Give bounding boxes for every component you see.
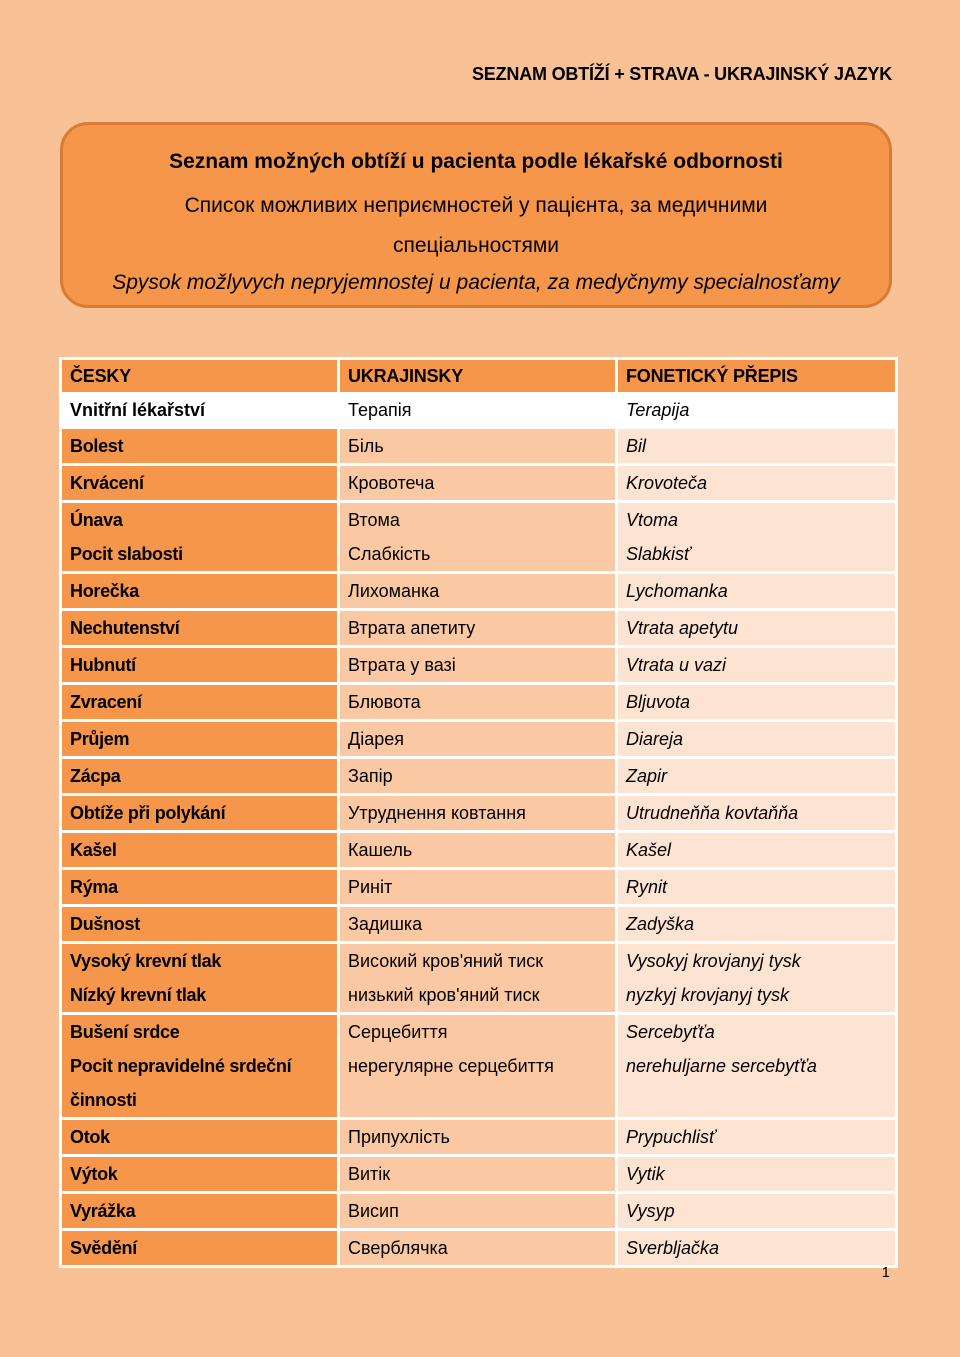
cell-ukrainian bbox=[339, 502, 617, 573]
cell-line: Утруднення ковтання bbox=[348, 803, 526, 823]
table-row bbox=[61, 1230, 897, 1267]
cell-ukrainian bbox=[339, 610, 617, 647]
cell-line: Rýma bbox=[70, 877, 118, 897]
page-number: 1 bbox=[881, 1264, 890, 1281]
cell-phonetic bbox=[617, 1156, 897, 1193]
cell-line: Pocit slabosti bbox=[70, 544, 183, 564]
cell-line: Horečka bbox=[70, 581, 139, 601]
cell-line: низький кров'яний тиск bbox=[348, 985, 540, 1005]
cell-line: Vysyp bbox=[626, 1201, 675, 1221]
cell-czech bbox=[61, 1156, 339, 1193]
cell-ukrainian bbox=[339, 684, 617, 721]
cell-phonetic bbox=[617, 1119, 897, 1156]
cell-line: Zadyška bbox=[626, 914, 695, 934]
cell-line: nyzkyj krovjanyj tysk bbox=[626, 985, 790, 1005]
cell-line: Кашель bbox=[348, 840, 413, 860]
cell-line: Prypuchlisť bbox=[626, 1127, 716, 1147]
cell-czech bbox=[61, 906, 339, 943]
cell-phonetic bbox=[617, 832, 897, 869]
cell-phonetic bbox=[617, 795, 897, 832]
cell-line: Vtrata u vazi bbox=[626, 655, 727, 675]
cell-line: Slabkisť bbox=[626, 544, 691, 564]
cell-czech bbox=[61, 832, 339, 869]
cell-ukrainian bbox=[339, 1230, 617, 1267]
column-header-czech: ČESKY bbox=[61, 359, 339, 394]
cell-line: Lychomanka bbox=[626, 581, 728, 601]
cell-line: Сверблячка bbox=[348, 1238, 448, 1258]
cell-phonetic bbox=[617, 573, 897, 610]
table-body bbox=[61, 394, 897, 1267]
cell-phonetic bbox=[617, 684, 897, 721]
cell-line: Kašel bbox=[626, 840, 672, 860]
cell-czech bbox=[61, 610, 339, 647]
cell-czech bbox=[61, 1119, 339, 1156]
cell-line: Výtok bbox=[70, 1164, 118, 1184]
cell-line: Svědění bbox=[70, 1238, 137, 1258]
cell-czech bbox=[61, 943, 339, 1014]
section-ukrainian: Терапія bbox=[339, 394, 617, 428]
cell-line: Задишка bbox=[348, 914, 423, 934]
title-phonetic: Spysok možlyvych nepryjemnostej u pacienta, za medyčnymy specialnosťamy bbox=[112, 271, 840, 294]
cell-line: Nízký krevní tlak bbox=[70, 985, 206, 1005]
cell-czech bbox=[61, 869, 339, 906]
cell-line: Kašel bbox=[70, 840, 117, 860]
cell-line: Витік bbox=[348, 1164, 391, 1184]
cell-line: нерегулярне серцебиття bbox=[348, 1056, 554, 1076]
table-row bbox=[61, 1156, 897, 1193]
cell-line: Vysokyj krovjanyj tysk bbox=[626, 951, 801, 971]
cell-line: Zvracení bbox=[70, 692, 142, 712]
cell-line: Біль bbox=[348, 436, 384, 456]
table-row bbox=[61, 869, 897, 906]
cell-czech bbox=[61, 647, 339, 684]
document-header: SEZNAM OBTÍŽÍ + STRAVA - UKRAJINSKÝ JAZYK bbox=[472, 64, 892, 84]
cell-ukrainian bbox=[339, 906, 617, 943]
cell-line: Průjem bbox=[70, 729, 130, 749]
table-row bbox=[61, 573, 897, 610]
cell-phonetic bbox=[617, 869, 897, 906]
table-row bbox=[61, 647, 897, 684]
cell-line: Pocit nepravidelné srdeční bbox=[70, 1056, 292, 1076]
cell-line: Krovoteča bbox=[626, 473, 708, 493]
table-row bbox=[61, 1014, 897, 1119]
table-row bbox=[61, 1193, 897, 1230]
cell-phonetic bbox=[617, 647, 897, 684]
cell-czech bbox=[61, 1014, 339, 1119]
cell-line: Високий кров'яний тиск bbox=[348, 951, 544, 971]
cell-ukrainian bbox=[339, 465, 617, 502]
cell-phonetic bbox=[617, 465, 897, 502]
cell-line: Серцебиття bbox=[348, 1022, 448, 1042]
table-row bbox=[61, 906, 897, 943]
cell-czech bbox=[61, 428, 339, 465]
title-ukrainian-line-2: спеціальностями bbox=[392, 234, 560, 257]
cell-czech bbox=[61, 1193, 339, 1230]
table-row bbox=[61, 795, 897, 832]
cell-line: Hubnutí bbox=[70, 655, 136, 675]
cell-ukrainian bbox=[339, 943, 617, 1014]
cell-czech bbox=[61, 684, 339, 721]
section-phonetic: Terapija bbox=[617, 394, 897, 428]
cell-line: Vytik bbox=[626, 1164, 665, 1184]
cell-line: Bušení srdce bbox=[70, 1022, 180, 1042]
cell-czech bbox=[61, 465, 339, 502]
section-row bbox=[61, 394, 897, 428]
column-header-phonetic: FONETICKÝ PŘEPIS bbox=[617, 359, 897, 394]
cell-phonetic bbox=[617, 906, 897, 943]
cell-czech bbox=[61, 758, 339, 795]
cell-ukrainian bbox=[339, 721, 617, 758]
cell-line: Втрата у вазі bbox=[348, 655, 456, 675]
cell-line: činnosti bbox=[70, 1090, 137, 1110]
cell-line: Bljuvota bbox=[626, 692, 691, 712]
cell-phonetic bbox=[617, 721, 897, 758]
title-ukrainian bbox=[63, 186, 889, 266]
cell-czech bbox=[61, 502, 339, 573]
cell-ukrainian bbox=[339, 573, 617, 610]
table-row bbox=[61, 832, 897, 869]
cell-line: Слабкість bbox=[348, 544, 431, 564]
table-row bbox=[61, 943, 897, 1014]
cell-phonetic bbox=[617, 428, 897, 465]
title-box bbox=[60, 122, 892, 308]
cell-line: Utrudneňňa kovtaňňa bbox=[626, 803, 799, 823]
cell-line: Zácpa bbox=[70, 766, 121, 786]
cell-phonetic bbox=[617, 1193, 897, 1230]
cell-line: Втрата апетиту bbox=[348, 618, 476, 638]
cell-ukrainian bbox=[339, 1014, 617, 1119]
cell-ukrainian bbox=[339, 647, 617, 684]
cell-phonetic bbox=[617, 758, 897, 795]
cell-line: Блювота bbox=[348, 692, 421, 712]
cell-line: Vtrata apetytu bbox=[626, 618, 739, 638]
cell-czech bbox=[61, 795, 339, 832]
cell-czech bbox=[61, 721, 339, 758]
table-row bbox=[61, 610, 897, 647]
cell-ukrainian bbox=[339, 758, 617, 795]
cell-line: Zapir bbox=[626, 766, 668, 786]
cell-line: Sercebyťťa bbox=[626, 1022, 715, 1042]
table-row bbox=[61, 502, 897, 573]
cell-line: Krvácení bbox=[70, 473, 144, 493]
cell-line bbox=[626, 1083, 895, 1117]
cell-phonetic bbox=[617, 1230, 897, 1267]
cell-line: Bil bbox=[626, 436, 647, 456]
cell-phonetic bbox=[617, 610, 897, 647]
title-ukrainian-line-1: Список можливих неприємностей у пацієнта, за медичними bbox=[184, 194, 768, 217]
cell-line: Rynit bbox=[626, 877, 668, 897]
cell-phonetic bbox=[617, 1014, 897, 1119]
column-header-ukrainian: UKRAJINSKY bbox=[339, 359, 617, 394]
section-czech: Vnitřní lékařství bbox=[61, 394, 339, 428]
cell-line: Vysoký krevní tlak bbox=[70, 951, 222, 971]
cell-line: Diareja bbox=[626, 729, 684, 749]
title-czech: Seznam možných obtíží u pacienta podle lékařské odbornosti bbox=[169, 150, 783, 173]
cell-line: Únava bbox=[70, 510, 123, 530]
cell-line: Bolest bbox=[70, 436, 124, 456]
cell-line: Nechutenství bbox=[70, 618, 180, 638]
cell-line: Vyrážka bbox=[70, 1201, 136, 1221]
cell-phonetic bbox=[617, 943, 897, 1014]
cell-ukrainian bbox=[339, 869, 617, 906]
vocabulary-table bbox=[59, 357, 898, 1268]
table-row bbox=[61, 721, 897, 758]
cell-line: Втома bbox=[348, 510, 400, 530]
cell-line: Vtoma bbox=[626, 510, 679, 530]
cell-phonetic bbox=[617, 502, 897, 573]
cell-line: Obtíže při polykání bbox=[70, 803, 226, 823]
cell-line: Кровотеча bbox=[348, 473, 435, 493]
table-header-row bbox=[61, 359, 897, 394]
cell-ukrainian bbox=[339, 1193, 617, 1230]
cell-line: Лихоманка bbox=[348, 581, 440, 601]
cell-line: Otok bbox=[70, 1127, 110, 1147]
cell-czech bbox=[61, 1230, 339, 1267]
cell-ukrainian bbox=[339, 428, 617, 465]
cell-line bbox=[348, 1083, 615, 1117]
cell-czech bbox=[61, 573, 339, 610]
cell-line: Припухлість bbox=[348, 1127, 450, 1147]
table-row bbox=[61, 1119, 897, 1156]
table-row bbox=[61, 465, 897, 502]
cell-line: nerehuljarne sercebyťťa bbox=[626, 1056, 817, 1076]
cell-ukrainian bbox=[339, 832, 617, 869]
cell-ukrainian bbox=[339, 1156, 617, 1193]
cell-ukrainian bbox=[339, 1119, 617, 1156]
cell-line: Діарея bbox=[348, 729, 404, 749]
table-row bbox=[61, 758, 897, 795]
cell-line: Риніт bbox=[348, 877, 393, 897]
table-row bbox=[61, 684, 897, 721]
cell-line: Sverbljačka bbox=[626, 1238, 720, 1258]
cell-line: Запір bbox=[348, 766, 393, 786]
table-row bbox=[61, 428, 897, 465]
cell-line: Dušnost bbox=[70, 914, 140, 934]
cell-ukrainian bbox=[339, 795, 617, 832]
cell-line: Висип bbox=[348, 1201, 399, 1221]
